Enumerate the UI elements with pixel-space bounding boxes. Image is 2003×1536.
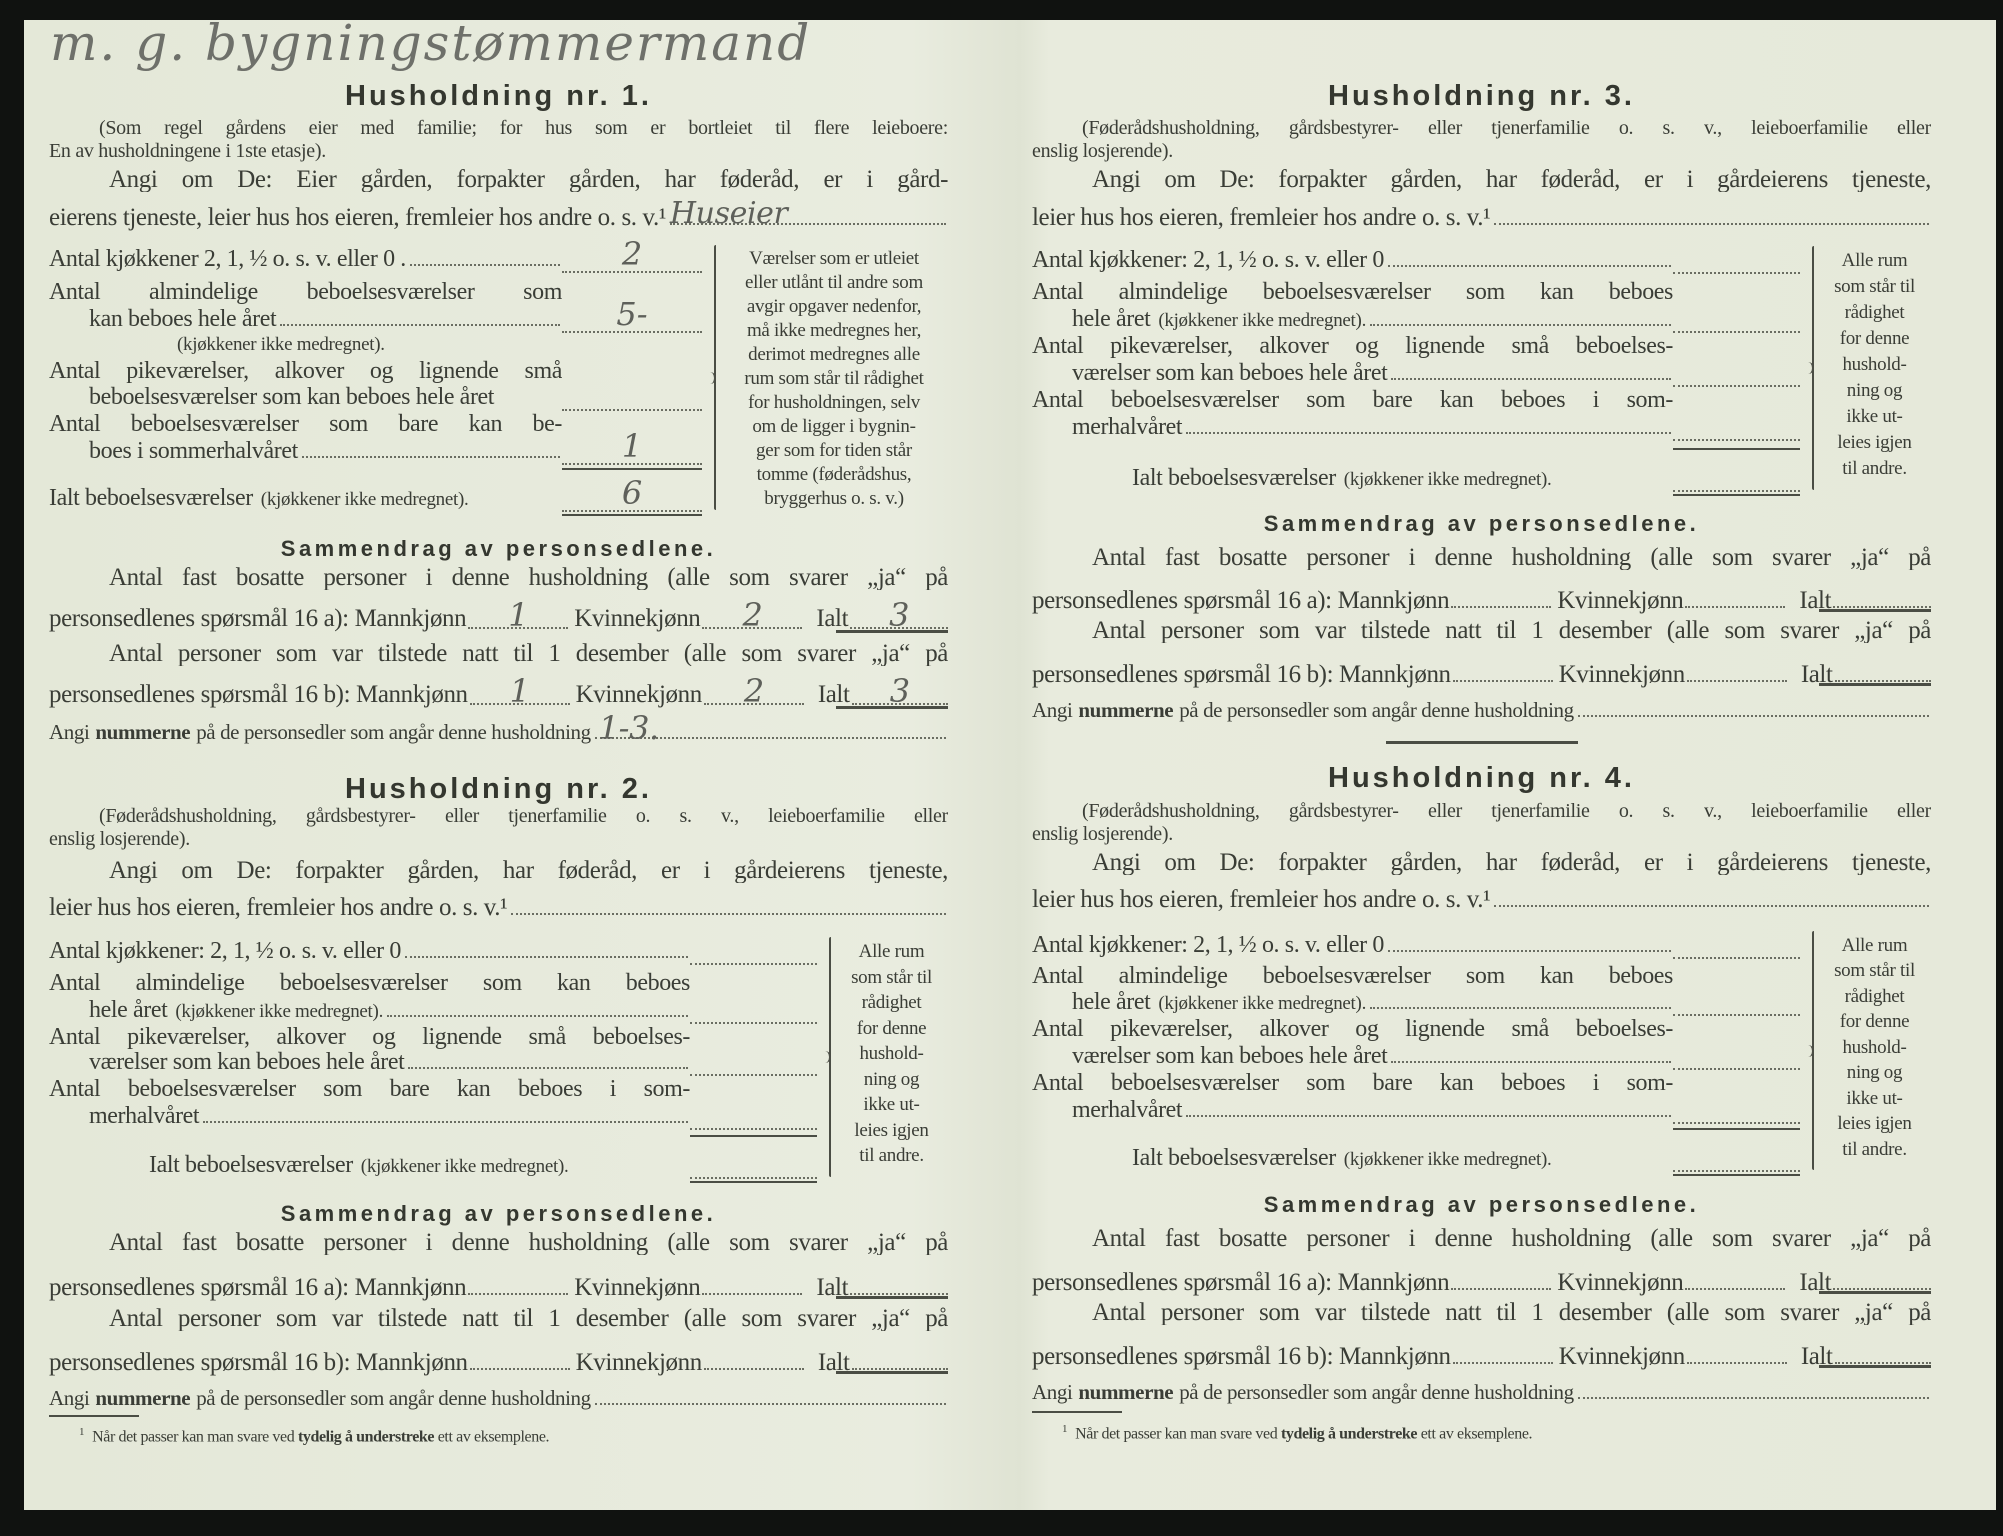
room-count-label: Antal pikeværelser, alkover og lignende små beboelses-	[1032, 334, 1673, 358]
occupancy-answer-field[interactable]	[1494, 222, 1929, 225]
room-count-label: Antal beboelsesværelser som bare kan beboes i som-	[1032, 388, 1673, 412]
side-note-line: Alle rum	[858, 941, 925, 962]
room-count-row	[89, 307, 562, 331]
room-count-label: Antal kjøkkener 2, 1, ½ o. s. v. eller 0 .	[49, 246, 406, 272]
room-count-row	[1032, 964, 1673, 988]
total-rule	[1673, 1174, 1800, 1176]
female-count-field[interactable]	[1685, 1264, 1785, 1290]
room-count-label: Antal almindelige beboelsesværelser som kan beboes	[1032, 964, 1673, 988]
person-numbers-field[interactable]	[595, 709, 946, 747]
person-numbers-row	[1032, 698, 1931, 722]
footnote-bold: tydelig å understreke	[1280, 1425, 1418, 1443]
side-note-line: som står til	[851, 966, 932, 988]
room-count-row	[1072, 1044, 1673, 1068]
dot-leader	[302, 455, 560, 458]
occupancy-question: Angi om De: forpakter gården, har føderåd, er i gårdeierens tjeneste,	[1092, 168, 1931, 192]
side-note-line: til andre.	[1842, 458, 1907, 479]
question-16a-row	[1032, 1264, 1931, 1296]
total-rule	[1673, 494, 1800, 496]
room-count-row	[49, 247, 562, 271]
side-note-line: for denne	[1839, 1011, 1910, 1033]
female-label: Kvinnekjønn	[575, 681, 702, 708]
side-note-line: hushold-	[1842, 354, 1907, 375]
room-count-row	[1032, 1071, 1673, 1095]
room-count-label: Antal pikeværelser, alkover og lignende små	[49, 359, 562, 383]
handwritten-occupation-note: m. g. bygningstømmermand	[50, 14, 812, 72]
side-note-line: som står til	[1834, 276, 1915, 297]
total-count-field[interactable]	[1835, 656, 1931, 682]
sum-rule	[1673, 448, 1800, 450]
room-count-label: Antal beboelsesværelser som bare kan be-	[49, 412, 562, 436]
side-note-line: ger som for tiden står	[756, 440, 912, 461]
female-count-field[interactable]: 2	[704, 679, 804, 705]
male-count-field[interactable]	[470, 1344, 570, 1370]
occupancy-question-text: leier hus hos eieren, fremleier hos andre o. s. v.¹	[49, 894, 508, 921]
side-note-line: Alle rum	[1841, 250, 1908, 271]
side-note-line: leies igjen	[1837, 432, 1912, 453]
male-count-field[interactable]	[1453, 1338, 1553, 1364]
room-count-label: beboelsesværelser som kan beboes hele året	[89, 384, 495, 410]
person-numbers-label: Angi	[1032, 1380, 1073, 1404]
room-count-row	[49, 1077, 690, 1101]
room-count-label: værelser som kan beboes hele året	[89, 1049, 405, 1075]
side-note-line: om de ligger i bygnin-	[752, 416, 916, 437]
male-count-field[interactable]	[468, 1269, 568, 1295]
room-count-row	[1032, 280, 1673, 304]
room-count-answer-field[interactable]: 5-	[562, 301, 702, 333]
room-count-row	[1072, 990, 1673, 1014]
occupancy-question-line	[1032, 888, 1931, 912]
side-note-line: leies igjen	[854, 1119, 929, 1141]
person-numbers-label-bold: nummerne	[95, 1386, 191, 1410]
occupancy-question: Angi om De: forpakter gården, har føderåd, er i gårdeierens tjeneste,	[109, 859, 948, 883]
female-label: Kvinnekjønn	[1558, 1343, 1685, 1370]
male-count-field[interactable]	[1451, 1264, 1551, 1290]
room-count-hint: (kjøkkener ikke medregnet).	[175, 1001, 384, 1022]
total-underline	[1819, 683, 1931, 686]
room-count-label: Antal almindelige beboelsesværelser som kan beboes	[49, 971, 690, 995]
person-numbers-row	[1032, 1380, 1931, 1404]
person-numbers-label: på de personsedler som angår denne husholdning	[1179, 1380, 1574, 1404]
summary-heading: Sammendrag av personsedlene.	[1263, 511, 1700, 536]
room-count-row	[89, 385, 562, 409]
female-count-field[interactable]	[704, 1344, 804, 1370]
side-note-line: må ikke medregnes her,	[746, 320, 922, 341]
occupancy-question-text: leier hus hos eieren, fremleier hos andre o. s. v.¹	[1032, 886, 1491, 913]
present-persons-question: Antal personer som var tilstede natt til 1 desember (alle som svarer „ja“ på	[109, 1307, 948, 1331]
room-count-answer-field[interactable]	[1673, 409, 1800, 441]
total-count-field[interactable]	[1835, 1338, 1931, 1364]
male-label: personsedlenes spørsmål 16 b): Mannkjønn	[1032, 661, 1451, 688]
total-rooms-answer-field[interactable]: 6	[562, 480, 702, 512]
question-16a-row	[49, 1269, 948, 1301]
question-16b-row	[49, 1344, 948, 1376]
total-rooms-row	[49, 486, 562, 510]
side-note-line: rådighet	[861, 992, 922, 1014]
total-underline	[1819, 1365, 1931, 1368]
total-underline	[1819, 1291, 1931, 1294]
room-count-answer-field[interactable]	[690, 1098, 817, 1130]
female-count-field[interactable]	[1687, 1338, 1787, 1364]
male-label: personsedlenes spørsmål 16 a): Mannkjønn	[49, 605, 467, 632]
household-note-line: (Føderådshusholdning, gårdsbestyrer- eller tjenerfamilie o. s. v., leieboerfamilie eller	[1082, 118, 1931, 139]
room-count-label: hele året	[1072, 989, 1151, 1015]
dot-leader	[1391, 377, 1671, 380]
room-count-answer-field[interactable]	[1673, 355, 1800, 387]
side-note-line: Alle rum	[1841, 935, 1908, 956]
total-count-field[interactable]	[1833, 1264, 1931, 1290]
person-numbers-field[interactable]	[1578, 1396, 1929, 1399]
room-count-row	[169, 333, 562, 357]
total-rooms-label: Ialt beboelsesværelser	[49, 485, 253, 511]
room-count-row	[49, 1025, 690, 1049]
occupancy-answer-field[interactable]	[1494, 904, 1929, 907]
room-count-row	[1072, 415, 1673, 439]
room-count-answer-field[interactable]: 2	[562, 241, 702, 273]
person-numbers-field[interactable]	[1578, 714, 1929, 717]
household-separator	[1386, 741, 1578, 744]
room-count-row	[49, 280, 562, 304]
room-count-label: hele året	[1072, 306, 1151, 332]
side-note-line: som står til	[1834, 960, 1915, 982]
question-16a-row	[49, 596, 948, 634]
female-label: Kvinnekjønn	[1558, 661, 1685, 688]
household-title: Husholdning nr. 2.	[345, 773, 652, 805]
footnote-text: Når det passer kan man svare ved	[1075, 1425, 1281, 1443]
total-rooms-hint: (kjøkkener ikke medregnet).	[260, 489, 469, 510]
side-note-line: avgir opgaver nedenfor,	[746, 296, 922, 317]
dot-leader	[410, 263, 560, 266]
female-count-field[interactable]: 2	[702, 603, 802, 629]
room-count-label: merhalvåret	[1072, 414, 1183, 440]
person-numbers-row	[49, 1386, 948, 1410]
room-count-row	[89, 1050, 690, 1074]
occupancy-question-line	[49, 196, 948, 231]
person-numbers-label: på de personsedler som angår denne husholdning	[196, 1386, 591, 1410]
side-note-line: bryggerhus o. s. v.)	[764, 488, 904, 509]
room-count-row	[89, 439, 562, 463]
side-note-line: hushold-	[1842, 1036, 1907, 1058]
room-count-label: merhalvåret	[1072, 1097, 1183, 1123]
room-count-hint: (kjøkkener ikke medregnet).	[1158, 993, 1367, 1014]
total-rooms-row	[149, 1153, 690, 1177]
side-note-line: ning og	[1846, 1062, 1903, 1084]
side-note-line: ikke ut-	[863, 1094, 920, 1116]
room-count-row	[89, 998, 690, 1022]
person-numbers-label: Angi	[49, 720, 90, 744]
total-label: Ialt	[817, 1349, 850, 1376]
total-rooms-answer-field[interactable]	[1673, 1140, 1800, 1172]
question-16b-row	[1032, 1338, 1931, 1370]
household-title: Husholdning nr. 4.	[1328, 762, 1635, 794]
room-count-answer-field[interactable]	[1673, 1092, 1800, 1124]
total-rule	[690, 1181, 817, 1183]
person-numbers-label-bold: nummerne	[95, 720, 191, 744]
occupancy-question: Angi om De: forpakter gården, har føderåd, er i gårdeierens tjeneste,	[1092, 851, 1931, 875]
room-count-label: Antal almindelige beboelsesværelser som kan beboes	[1032, 280, 1673, 304]
resident-persons-question: Antal fast bosatte personer i denne husholdning (alle som svarer „ja“ på	[1092, 1227, 1931, 1251]
side-note-line: til andre.	[1842, 1138, 1907, 1160]
total-rooms-label: Ialt beboelsesværelser	[1132, 1145, 1336, 1171]
room-count-row	[89, 1104, 690, 1128]
female-label: Kvinnekjønn	[574, 1274, 701, 1301]
side-note-line: rådighet	[1844, 985, 1905, 1007]
side-note-line: ikke ut-	[1846, 1087, 1903, 1109]
present-persons-question: Antal personer som var tilstede natt til 1 desember (alle som svarer „ja“ på	[1092, 619, 1931, 643]
total-label: Ialt	[1799, 1269, 1832, 1296]
total-label: Ialt	[1800, 661, 1833, 688]
total-rooms-hint: (kjøkkener ikke medregnet).	[1343, 469, 1552, 490]
total-rule	[562, 514, 702, 516]
total-rooms-label: Ialt beboelsesværelser	[149, 1152, 353, 1178]
dot-leader	[203, 1120, 688, 1123]
occupancy-question-text: eierens tjeneste, leier hus hos eieren, fremleier hos andre o. s. v.¹	[49, 204, 666, 231]
total-label: Ialt	[1800, 1343, 1833, 1370]
side-note-line: eller utlånt til andre som	[745, 272, 923, 293]
household-title: Husholdning nr. 1.	[345, 80, 652, 112]
household-note-line: En av husholdningene i 1ste etasje).	[49, 140, 326, 162]
dot-leader	[1370, 323, 1671, 326]
side-note-line: ning og	[863, 1068, 920, 1090]
female-label: Kvinnekjønn	[575, 1349, 702, 1376]
total-count-field[interactable]	[1833, 582, 1931, 608]
household-note-line: enslig losjerende).	[1032, 140, 1173, 162]
total-rooms-label: Ialt beboelsesværelser	[1132, 465, 1336, 491]
room-count-label: Antal beboelsesværelser som bare kan beboes i som-	[1032, 1071, 1673, 1095]
room-count-answer-field[interactable]	[690, 992, 817, 1024]
room-count-label: værelser som kan beboes hele året	[1072, 360, 1388, 386]
room-count-answer-field[interactable]	[1673, 1038, 1800, 1070]
female-count-field[interactable]	[702, 1269, 802, 1295]
occupancy-question-line	[49, 896, 948, 920]
total-rooms-hint: (kjøkkener ikke medregnet).	[360, 1156, 569, 1177]
occupancy-answer: Huseier	[669, 196, 788, 231]
male-label: personsedlenes spørsmål 16 b): Mannkjønn	[1032, 1343, 1451, 1370]
total-label: Ialt	[1799, 587, 1832, 614]
total-rooms-answer-field[interactable]	[690, 1147, 817, 1179]
dot-leader	[1388, 264, 1671, 267]
male-label: personsedlenes spørsmål 16 a): Mannkjønn	[1032, 1269, 1450, 1296]
room-count-row	[49, 359, 562, 383]
occupancy-question-line	[1032, 206, 1931, 230]
person-numbers-label: på de personsedler som angår denne husholdning	[196, 720, 591, 744]
room-count-label: Antal kjøkkener: 2, 1, ½ o. s. v. eller 0	[49, 938, 401, 964]
sum-rule	[690, 1135, 817, 1137]
occupancy-answer-field[interactable]	[511, 912, 946, 915]
side-note-line: derimot medregnes alle	[748, 344, 920, 365]
question-16b-row	[1032, 656, 1931, 688]
room-count-answer-field[interactable]	[690, 933, 817, 965]
side-note-line: leies igjen	[1837, 1113, 1912, 1135]
household-note-line: (Føderådshusholdning, gårdsbestyrer- eller tjenerfamilie o. s. v., leieboerfamilie eller	[99, 806, 948, 827]
dot-leader	[1370, 1006, 1671, 1009]
question-16a-row	[1032, 582, 1931, 614]
room-count-label: Antal pikeværelser, alkover og lignende små beboelses-	[49, 1025, 690, 1049]
footnote-text: ett av eksemplene.	[1417, 1425, 1533, 1443]
person-numbers-label-bold: nummerne	[1078, 698, 1174, 722]
room-count-label: Antal beboelsesværelser som bare kan beboes i som-	[49, 1077, 690, 1101]
occupancy-question-text: leier hus hos eieren, fremleier hos andre o. s. v.¹	[1032, 204, 1491, 231]
person-numbers-label: på de personsedler som angår denne husholdning	[1179, 698, 1574, 722]
room-count-label: Antal kjøkkener: 2, 1, ½ o. s. v. eller 0	[1032, 932, 1384, 958]
present-persons-question: Antal personer som var tilstede natt til 1 desember (alle som svarer „ja“ på	[109, 642, 948, 666]
room-count-row	[1032, 334, 1673, 358]
total-underline	[836, 1371, 948, 1374]
side-note-line: til andre.	[859, 1145, 924, 1167]
side-note-line: for denne	[856, 1017, 927, 1039]
room-count-label: Antal kjøkkener: 2, 1, ½ o. s. v. eller 0	[1032, 247, 1384, 273]
room-count-label: værelser som kan beboes hele året	[1072, 1043, 1388, 1069]
total-underline	[836, 1296, 948, 1299]
total-rooms-hint: (kjøkkener ikke medregnet).	[1343, 1149, 1552, 1170]
person-numbers-label: Angi	[1032, 698, 1073, 722]
room-count-answer-field[interactable]	[1673, 301, 1800, 333]
room-count-row	[49, 412, 562, 436]
resident-persons-question: Antal fast bosatte personer i denne husholdning (alle som svarer „ja“ på	[109, 566, 948, 590]
household-note-line: (Føderådshusholdning, gårdsbestyrer- eller tjenerfamilie o. s. v., leieboerfamilie eller	[1082, 801, 1931, 822]
question-16b-row	[49, 672, 948, 710]
side-note-line: rådighet	[1844, 302, 1905, 323]
total-count-field[interactable]	[852, 1344, 948, 1370]
present-persons-question: Antal personer som var tilstede natt til 1 desember (alle som svarer „ja“ på	[1092, 1301, 1931, 1325]
room-count-row	[1032, 388, 1673, 412]
room-count-row	[1032, 933, 1673, 957]
bracket-point	[1804, 1045, 1814, 1057]
side-note-line: ikke ut-	[1846, 406, 1903, 427]
male-label: personsedlenes spørsmål 16 a): Mannkjønn	[49, 1274, 467, 1301]
male-count-field[interactable]: 1	[468, 603, 568, 629]
room-count-answer-field[interactable]	[690, 1044, 817, 1076]
bracket-point	[706, 372, 716, 384]
footnote-text: Når det passer kan man svare ved	[92, 1428, 298, 1446]
summary-heading: Sammendrag av personsedlene.	[280, 536, 717, 561]
total-count-field[interactable]: 3	[850, 603, 948, 629]
dot-leader	[1388, 949, 1671, 952]
male-label: personsedlenes spørsmål 16 b): Mannkjønn	[49, 1349, 468, 1376]
total-rooms-answer-field[interactable]	[1673, 460, 1800, 492]
footnote-rule	[49, 1415, 139, 1417]
dot-leader	[1186, 1114, 1671, 1117]
room-count-row	[49, 971, 690, 995]
summary-heading: Sammendrag av personsedlene.	[1263, 1192, 1700, 1217]
side-note-line: tomme (føderådshus,	[756, 464, 912, 485]
occupancy-answer-field[interactable]	[669, 196, 946, 231]
total-underline	[836, 630, 948, 633]
side-note-line: for husholdningen, selv	[748, 392, 920, 413]
occupancy-question: Angi om De: Eier gården, forpakter gården, har føderåd, er i gård-	[109, 168, 948, 192]
sum-rule	[562, 468, 702, 470]
dot-leader	[1186, 431, 1671, 434]
male-label: personsedlenes spørsmål 16 a): Mannkjønn	[1032, 587, 1450, 614]
resident-persons-question: Antal fast bosatte personer i denne husholdning (alle som svarer „ja“ på	[1092, 546, 1931, 570]
person-numbers-row	[49, 709, 948, 747]
room-count-label: Antal pikeværelser, alkover og lignende små beboelses-	[1032, 1017, 1673, 1041]
footnote-mark: 1	[1062, 1423, 1068, 1435]
room-count-row	[1072, 1098, 1673, 1122]
dot-leader	[280, 323, 560, 326]
dot-leader	[408, 1066, 688, 1069]
room-count-answer-field[interactable]: 1	[562, 433, 702, 465]
female-label: Kvinnekjønn	[574, 605, 701, 632]
male-label: personsedlenes spørsmål 16 b): Mannkjønn	[49, 681, 468, 708]
footnote	[1062, 1419, 1533, 1443]
total-underline	[836, 706, 948, 709]
total-rooms-row	[1132, 466, 1673, 490]
room-count-row	[49, 939, 690, 963]
room-count-row	[1032, 1017, 1673, 1041]
room-count-answer-field[interactable]	[562, 379, 702, 411]
total-underline	[1819, 609, 1931, 612]
total-count-field[interactable]: 3	[852, 679, 948, 705]
room-count-answer-field[interactable]	[1673, 984, 1800, 1016]
room-count-row	[1072, 361, 1673, 385]
footnote-text: ett av eksemplene.	[434, 1428, 550, 1446]
room-count-label: hele året	[89, 997, 168, 1023]
room-count-hint: (kjøkkener ikke medregnet).	[1158, 310, 1367, 331]
person-numbers-field[interactable]	[595, 1402, 946, 1405]
room-count-label: merhalvåret	[89, 1103, 200, 1129]
side-note-line: rum som står til rådighet	[744, 368, 924, 389]
room-count-hint: (kjøkkener ikke medregnet).	[177, 334, 385, 355]
room-count-label: kan beboes hele året	[89, 306, 277, 332]
household-note-line: enslig losjerende).	[49, 828, 190, 850]
total-label: Ialt	[816, 1274, 849, 1301]
dot-leader	[1391, 1060, 1671, 1063]
summary-heading: Sammendrag av personsedlene.	[280, 1201, 717, 1226]
side-note-line: hushold-	[859, 1043, 924, 1065]
female-label: Kvinnekjønn	[1557, 1269, 1684, 1296]
total-rooms-row	[1132, 1146, 1673, 1170]
total-label: Ialt	[816, 605, 849, 632]
total-count-field[interactable]	[850, 1269, 948, 1295]
male-count-field[interactable]	[1451, 582, 1551, 608]
male-count-field[interactable]: 1	[470, 679, 570, 705]
dot-leader	[405, 955, 688, 958]
side-note-line: ning og	[1846, 380, 1903, 401]
household-title: Husholdning nr. 3.	[1328, 80, 1635, 112]
dot-leader	[387, 1014, 688, 1017]
female-count-field[interactable]	[1685, 582, 1785, 608]
sum-rule	[1673, 1128, 1800, 1130]
male-count-field[interactable]	[1453, 656, 1553, 682]
footnote-bold: tydelig å understreke	[297, 1428, 435, 1446]
person-numbers-label-bold: nummerne	[1078, 1380, 1174, 1404]
footnote	[79, 1422, 550, 1446]
resident-persons-question: Antal fast bosatte personer i denne husholdning (alle som svarer „ja“ på	[109, 1231, 948, 1255]
side-note-line: Værelser som er utleiet	[749, 248, 919, 269]
household-note-line: (Som regel gårdens eier med familie; for hus som er bortleiet til flere leieboere:	[99, 118, 948, 139]
footnote-rule	[1032, 1411, 1122, 1413]
room-count-row	[1072, 307, 1673, 331]
room-count-label: boes i sommerhalvåret	[89, 438, 298, 464]
room-count-row	[1032, 248, 1673, 272]
room-count-answer-field[interactable]	[1673, 242, 1800, 274]
female-label: Kvinnekjønn	[1557, 587, 1684, 614]
room-count-answer-field[interactable]	[1673, 927, 1800, 959]
household-note-line: enslig losjerende).	[1032, 823, 1173, 845]
female-count-field[interactable]	[1687, 656, 1787, 682]
total-label: Ialt	[817, 681, 850, 708]
person-numbers-answer: 1-3.	[598, 709, 659, 747]
room-count-label: Antal almindelige beboelsesværelser som	[49, 280, 562, 304]
side-note-line: for denne	[1839, 328, 1910, 349]
person-numbers-label: Angi	[49, 1386, 90, 1410]
footnote-mark: 1	[79, 1426, 85, 1438]
